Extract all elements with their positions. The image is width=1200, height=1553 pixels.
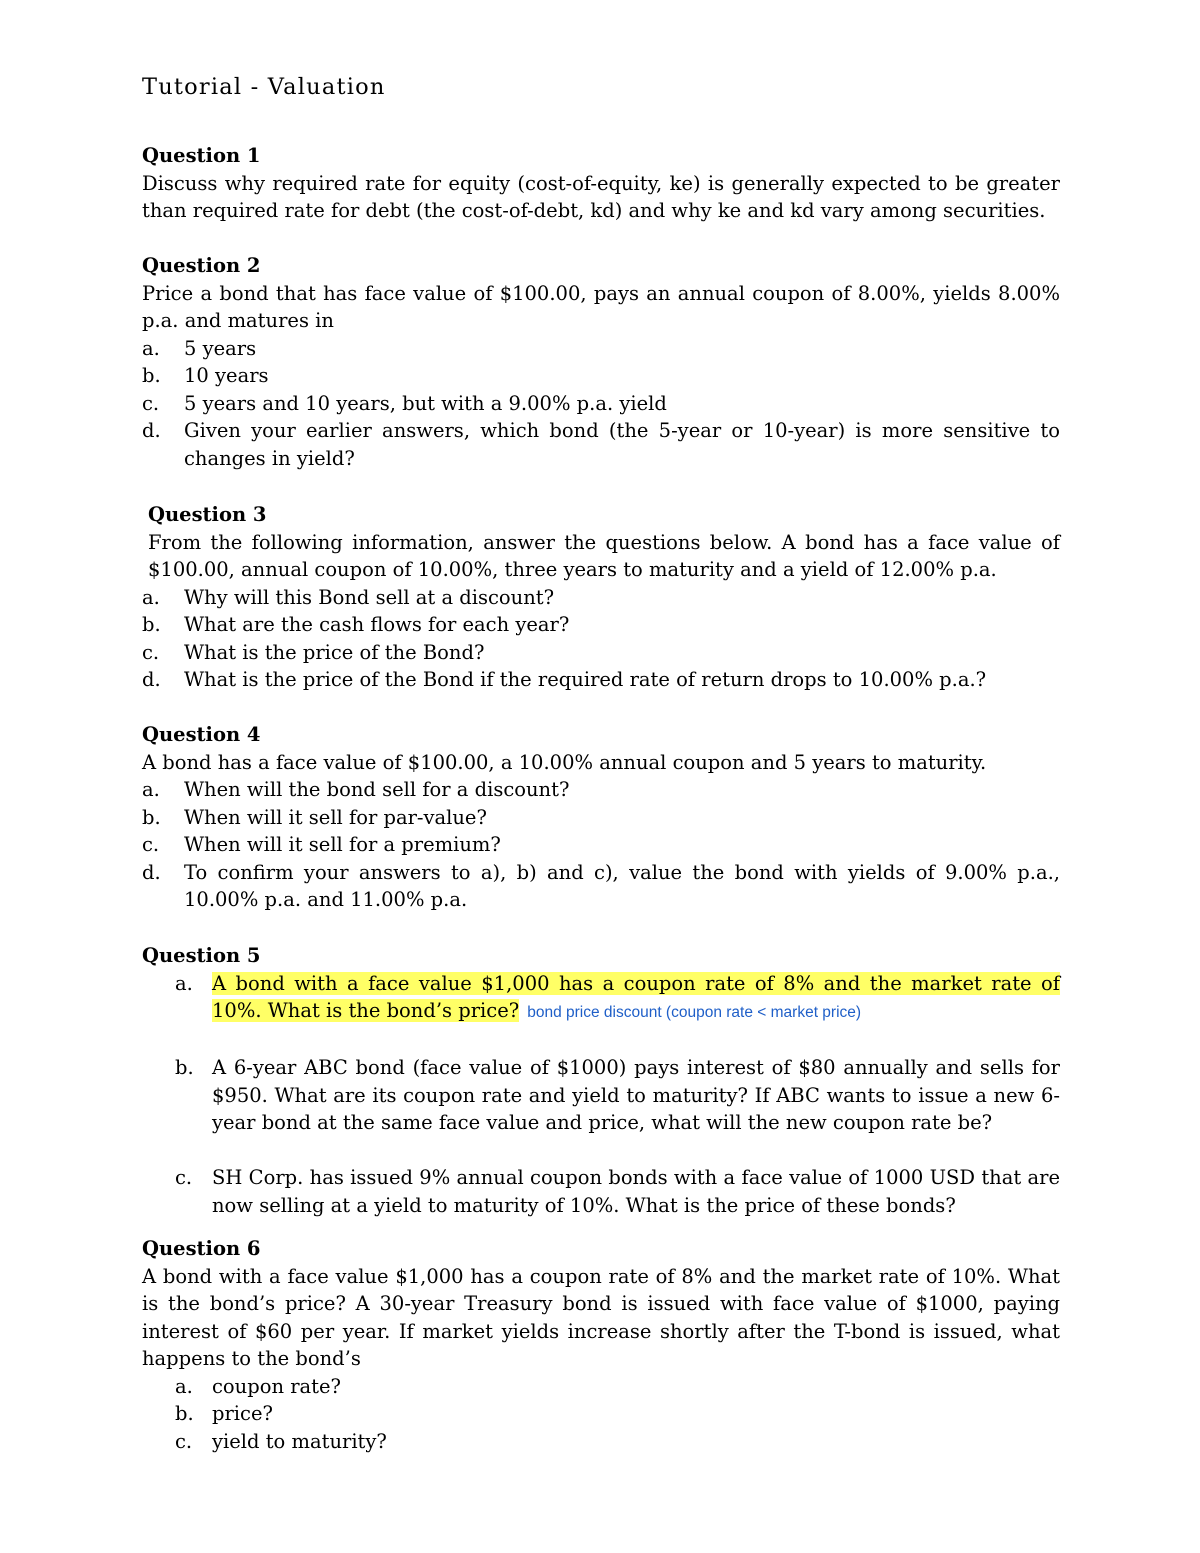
item-text: 5 years — [184, 336, 257, 360]
question-5-heading: Question 5 — [142, 944, 261, 967]
question-2-item-b — [142, 362, 1060, 390]
item-label: d. — [142, 668, 161, 691]
item-text: 10 years — [184, 364, 269, 387]
item-text: When will it sell for par-value? — [184, 805, 487, 829]
question-2-item-d — [142, 417, 1060, 472]
question-3-text: From the following information, answer the questions below. A bond has a face value of $100.00, annual coupon of 10.00%, three years to maturity and a yield of 12.00% p.a. — [148, 530, 1060, 581]
question-4-item-a — [142, 776, 1060, 804]
question-5 — [142, 942, 1060, 1219]
question-1-text: Discuss why required rate for equity (cost-of-equity, ke) is generally expected to be greater than required rate for debt (the cost-of-debt, kd) and why ke and kd vary among securities. — [142, 171, 1060, 222]
item-label: b. — [142, 364, 161, 387]
question-6-heading: Question 6 — [142, 1237, 261, 1260]
item-text: price? — [212, 1402, 273, 1425]
item-label: c. — [142, 391, 160, 415]
item-text: To confirm your answers to a), b) and c), value the bond with yields of 9.00% p.a., 10.00% p.a. and 11.00% p.a. — [184, 860, 1060, 911]
item-label: b. — [142, 805, 161, 829]
item-label: d. — [142, 419, 161, 442]
item-text: When will it sell for a premium? — [184, 833, 501, 856]
question-4-item-b — [142, 804, 1060, 832]
question-3-item-d — [142, 666, 1060, 694]
question-3-item-a — [142, 584, 1060, 612]
question-5-item-b — [142, 1054, 1060, 1137]
document-title: Tutorial - Valuation — [142, 74, 386, 100]
item-label: b. — [175, 1056, 194, 1079]
item-label: b. — [142, 613, 161, 636]
item-text: What are the cash flows for each year? — [184, 613, 570, 636]
question-6-item-a — [142, 1373, 1060, 1401]
question-6-item-b — [142, 1400, 1060, 1428]
item-text: yield to maturity? — [212, 1429, 387, 1453]
item-text: What is the price of the Bond? — [184, 640, 485, 664]
question-4 — [142, 721, 1060, 914]
item-text: 5 years and 10 years, but with a 9.00% p.a. yield — [184, 391, 667, 415]
question-4-item-c — [142, 831, 1060, 859]
item-text: A 6-year ABC bond (face value of $1000) pays interest of $80 annually and sells for $950. What are its coupon rate and yield to maturity? If ABC wants to issue a new 6-year bond at the same face value and price, what will the new coupon rate be? — [212, 1056, 1060, 1134]
question-6-item-c — [142, 1428, 1060, 1456]
item-text: What is the price of the Bond if the required rate of return drops to 10.00% p.a.? — [184, 668, 987, 691]
question-2-item-a — [142, 335, 1060, 363]
item-label: d. — [142, 860, 161, 884]
question-4-heading: Question 4 — [142, 723, 261, 746]
item-label: c. — [175, 1166, 193, 1189]
question-3-heading: Question 3 — [148, 503, 267, 526]
item-label: c. — [142, 833, 160, 856]
item-text: coupon rate? — [212, 1374, 341, 1398]
annotation-note: bond price discount (coupon rate < market price) — [527, 1004, 862, 1021]
question-6 — [142, 1235, 1060, 1455]
question-2-heading: Question 2 — [142, 254, 261, 277]
item-label: c. — [142, 640, 160, 664]
question-6-text: A bond with a face value $1,000 has a coupon rate of 8% and the market rate of 10%. What is the bond’s price? A 30-year Treasury bond is issued with face value of $1000, paying interest of $60 per year. If market yields increase shortly after the T-bond is issued, what happens to the bond’s — [142, 1264, 1060, 1370]
question-4-text: A bond has a face value of $100.00, a 10.00% annual coupon and 5 years to maturity. — [142, 750, 987, 774]
item-label: a. — [142, 336, 160, 360]
question-4-item-d — [142, 859, 1060, 914]
question-1-heading: Question 1 — [142, 144, 261, 167]
item-text: When will the bond sell for a discount? — [184, 778, 570, 801]
question-2-text: Price a bond that has face value of $100.00, pays an annual coupon of 8.00%, yields 8.00% p.a. and matures in — [142, 281, 1060, 332]
question-5-item-a — [142, 970, 1060, 1027]
question-2 — [142, 252, 1060, 472]
item-label: b. — [175, 1402, 194, 1425]
item-label: c. — [175, 1429, 193, 1453]
item-text: SH Corp. has issued 9% annual coupon bonds with a face value of 1000 USD that are now selling at a yield to maturity of 10%. What is the price of these bonds? — [212, 1166, 1060, 1217]
question-5-item-c — [142, 1164, 1060, 1219]
item-text: Given your earlier answers, which bond (the 5-year or 10-year) is more sensitive to changes in yield? — [184, 419, 1060, 470]
question-3-item-c — [142, 639, 1060, 667]
question-3 — [142, 501, 1060, 694]
item-text: Why will this Bond sell at a discount? — [184, 585, 555, 609]
question-2-item-c — [142, 390, 1060, 418]
item-label: a. — [175, 971, 193, 995]
question-3-item-b — [142, 611, 1060, 639]
question-1 — [142, 142, 1060, 225]
item-label: a. — [142, 778, 160, 801]
item-label: a. — [142, 585, 160, 609]
highlighted-question-text: A bond with a face value $1,000 has a coupon rate of 8% and the market rate of 10%. What is the bond’s price? — [212, 971, 1060, 1022]
item-label: a. — [175, 1374, 193, 1398]
